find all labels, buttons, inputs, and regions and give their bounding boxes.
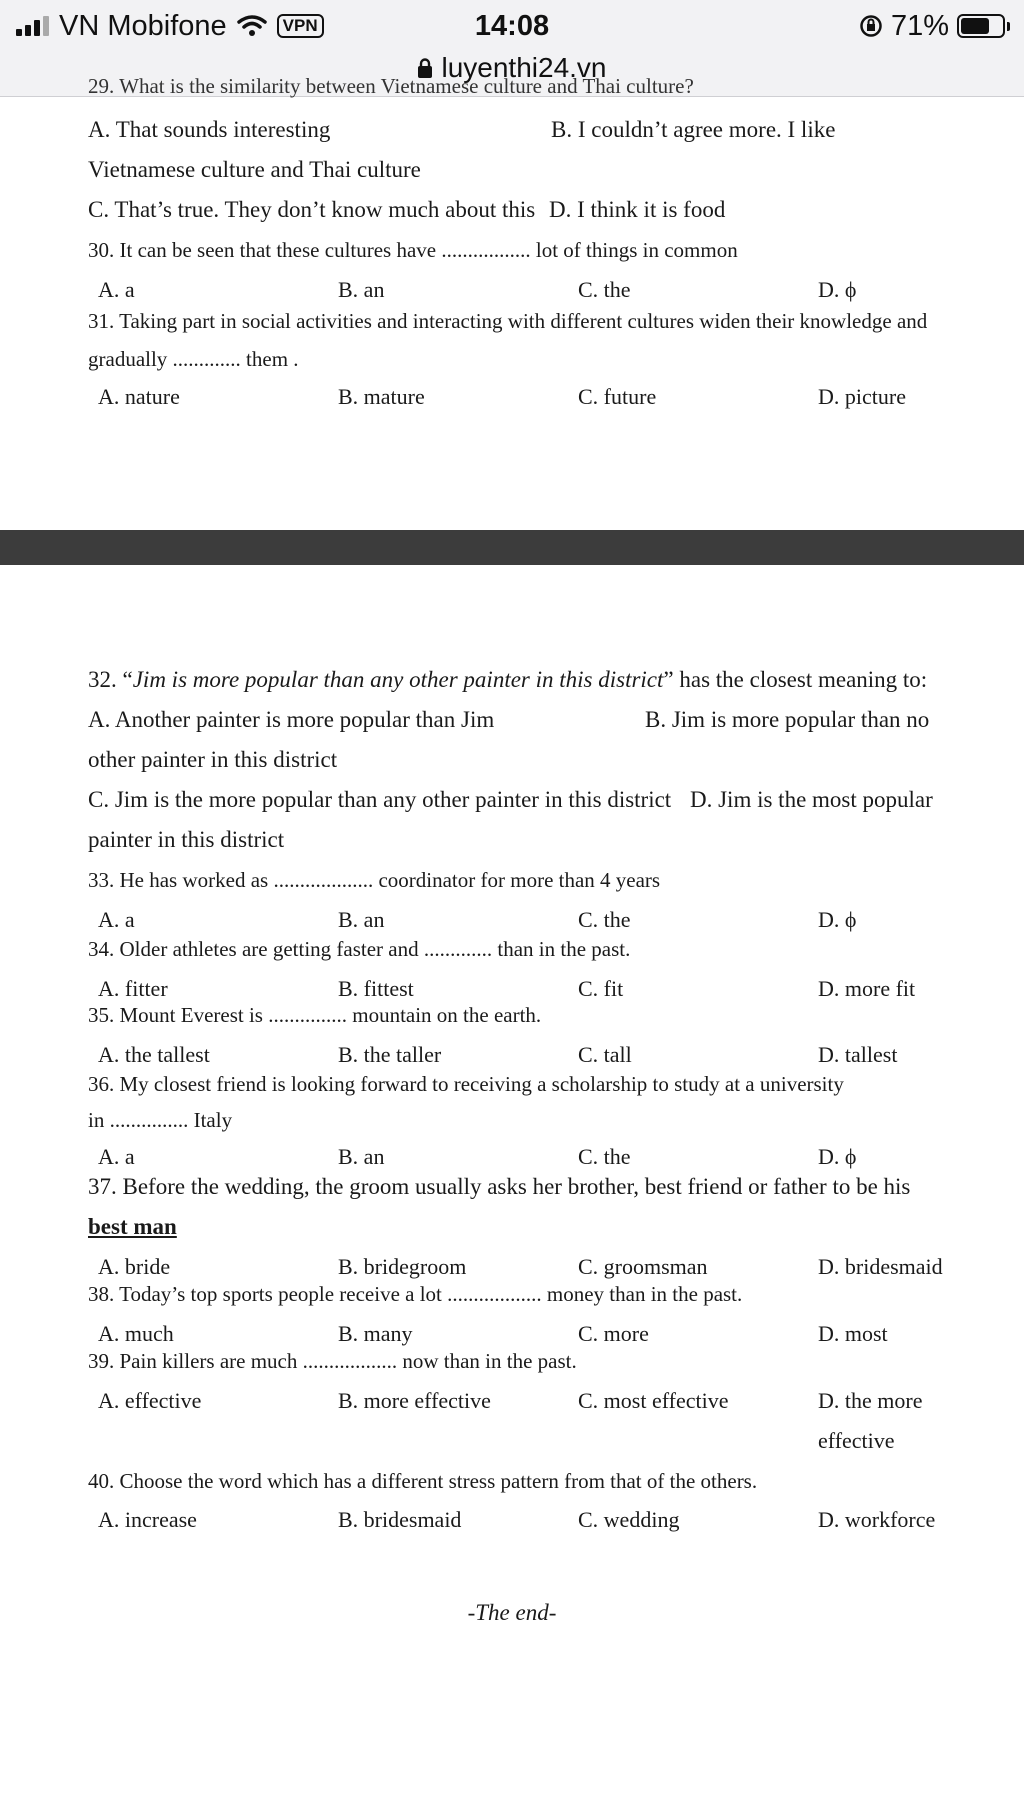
q34-option-d: D. more fit	[818, 976, 916, 1001]
q36-option-a: A. a	[98, 1144, 135, 1169]
q31-option-d: D. picture	[818, 384, 906, 409]
q39-option-b: B. more effective	[338, 1388, 491, 1413]
q40-option-d: D. workforce	[818, 1507, 936, 1532]
q32-option-b: B. Jim is more popular than no	[645, 707, 930, 732]
status-bar-right	[859, 6, 1010, 46]
q33-option-d: D. ϕ	[818, 907, 857, 932]
q31-text-cont: gradually ............. them .	[88, 347, 299, 371]
q32-option-b-cont: other painter in this district	[88, 747, 338, 772]
q40-option-c: C. wedding	[578, 1507, 680, 1532]
q32-text: 32. “Jim is more popular than any other painter in this district” has the closest meaning to:	[88, 667, 928, 692]
q36-option-c: C. the	[578, 1144, 631, 1169]
q39-option-d: D. the more	[818, 1388, 923, 1413]
q31-text: 31. Taking part in social activities and interacting with different cultures widen their knowledge and	[88, 309, 928, 333]
q35-option-b: B. the taller	[338, 1042, 442, 1067]
q36-option-d: D. ϕ	[818, 1144, 857, 1169]
q40-options	[88, 1507, 988, 1539]
q30-option-c: C. the	[578, 277, 631, 302]
q29-option-b-cont: Vietnamese culture and Thai culture	[88, 157, 421, 182]
q32-option-d: D. Jim is the most popular	[690, 787, 933, 812]
status-bar-left	[16, 6, 324, 46]
q37-option-b: B. bridegroom	[338, 1254, 467, 1279]
q39-option-a: A. effective	[98, 1388, 202, 1413]
q33-option-b: B. an	[338, 907, 385, 932]
battery-fill	[961, 18, 989, 34]
q29-option-b: B. I couldn’t agree more. I like	[551, 117, 836, 142]
q37-text: 37. Before the wedding, the groom usually asks her brother, best friend or father to be his	[88, 1174, 911, 1199]
q35-option-c: C. tall	[578, 1042, 632, 1067]
q38-option-a: A. much	[98, 1321, 174, 1346]
url-text: luyenthi24.vn	[441, 52, 607, 83]
page-divider	[0, 530, 1024, 565]
q40-option-b: B. bridesmaid	[338, 1507, 462, 1532]
q34-option-b: B. fittest	[338, 976, 414, 1001]
q33-option-a: A. a	[98, 907, 135, 932]
clipped-question-29: 29. What is the similarity between Vietnamese culture and Thai culture?	[88, 74, 694, 98]
q39-option-d-cont: effective	[818, 1428, 895, 1453]
q37-option-c: C. groomsman	[578, 1254, 708, 1279]
q38-option-d: D. most	[818, 1321, 888, 1346]
q32-option-d-cont: painter in this district	[88, 827, 285, 852]
q31-options	[88, 384, 988, 416]
q38-option-c: C. more	[578, 1321, 649, 1346]
battery-percent: 71%	[890, 9, 949, 42]
q32-option-c: C. Jim is the more popular than any other painter in this district	[88, 787, 672, 812]
q36-text-cont: in ............... Italy	[88, 1108, 233, 1132]
q30-options	[88, 277, 988, 309]
q30-option-a: A. a	[98, 277, 135, 302]
q35-options	[88, 1042, 988, 1074]
carrier-name: VN Mobifone	[59, 9, 227, 42]
q29-option-c: C. That’s true. They don’t know much about this	[88, 197, 536, 222]
q40-option-a: A. increase	[98, 1507, 197, 1532]
q35-option-d: D. tallest	[818, 1042, 898, 1067]
q36-text: 36. My closest friend is looking forward to receiving a scholarship to study at a university	[88, 1072, 844, 1096]
end-text: -The end-	[467, 1600, 557, 1625]
q37-underlined: best man	[88, 1214, 177, 1239]
q34-option-a: A. fitter	[98, 976, 168, 1001]
signal-icon	[16, 16, 49, 36]
q33-text: 33. He has worked as ................... coordinator for more than 4 years	[88, 868, 661, 892]
q35-option-a: A. the tallest	[98, 1042, 210, 1067]
q36-options	[88, 1144, 988, 1176]
battery-icon	[957, 14, 1010, 38]
q39-option-c: C. most effective	[578, 1388, 729, 1413]
q37-option-a: A. bride	[98, 1254, 171, 1279]
q33-option-c: C. the	[578, 907, 631, 932]
q34-text: 34. Older athletes are getting faster and ............. than in the past.	[88, 937, 631, 961]
q31-option-c: C. future	[578, 384, 657, 409]
wifi-icon	[237, 14, 267, 38]
q38-option-b: B. many	[338, 1321, 413, 1346]
q33-options	[88, 907, 988, 939]
q29-option-a: A. That sounds interesting	[88, 117, 331, 142]
q37-option-d: D. bridesmaid	[818, 1254, 943, 1279]
q31-option-b: B. mature	[338, 384, 425, 409]
q39-options	[88, 1388, 988, 1420]
q29-option-d: D. I think it is food	[549, 197, 726, 222]
orientation-lock-icon	[859, 14, 883, 38]
q32-option-a: A. Another painter is more popular than Jim	[88, 707, 495, 732]
q30-option-d: D. ϕ	[818, 277, 857, 302]
q35-text: 35. Mount Everest is ............... mountain on the earth.	[88, 1003, 542, 1027]
q31-option-a: A. nature	[98, 384, 180, 409]
q34-option-c: C. fit	[578, 976, 624, 1001]
q40-text: 40. Choose the word which has a different stress pattern from that of the others.	[88, 1469, 758, 1493]
q39-text: 39. Pain killers are much .................. now than in the past.	[88, 1349, 577, 1373]
vpn-badge: VPN	[277, 14, 324, 38]
q30-text: 30. It can be seen that these cultures have ................. lot of things in common	[88, 238, 738, 262]
q38-text: 38. Today’s top sports people receive a lot .................. money than in the past.	[88, 1282, 743, 1306]
status-time: 14:08	[474, 9, 550, 42]
q30-option-b: B. an	[338, 277, 385, 302]
q36-option-b: B. an	[338, 1144, 385, 1169]
